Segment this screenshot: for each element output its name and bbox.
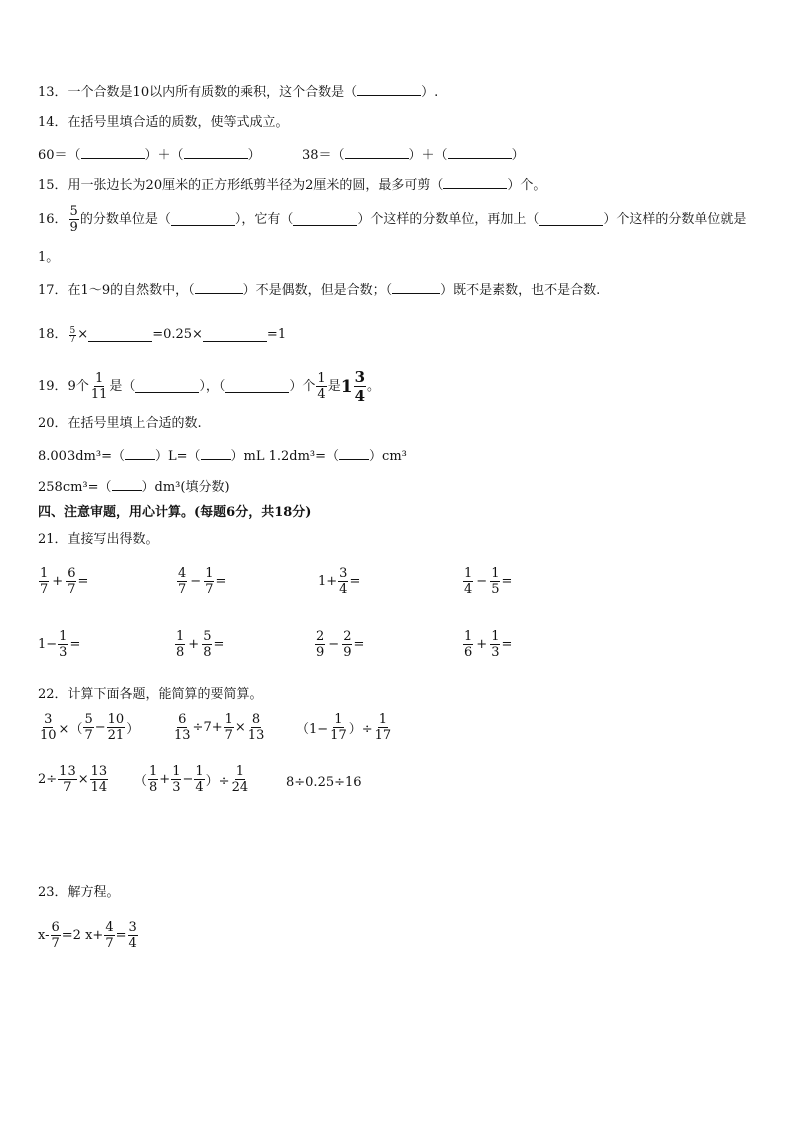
fraction: $\frac{1}{7}$ [40, 566, 49, 597]
fraction: $\frac{1}{8}$ [176, 629, 185, 660]
fraction: $\frac{1}{3}$ [172, 764, 181, 795]
question-20-line2: 258cm³=（ ）dm³(填分数) [38, 480, 230, 495]
fraction: $\frac{3}{10}$ [40, 712, 57, 743]
question-13: 13．一个合数是10以内所有质数的乘积，这个合数是（ ）. [38, 85, 439, 100]
question-14-eq2: 38＝（ ）＋（ ） [302, 148, 525, 163]
fraction: $\frac{5}{9}$ [69, 204, 78, 235]
fraction: $\frac{5}{8}$ [203, 629, 212, 660]
answer-blank[interactable] [345, 146, 409, 159]
fraction: $\frac{1}{7}$ [205, 566, 214, 597]
q22-expr-5: （ $\frac{1}{8}$ + $\frac{1}{3}$ − $\frac{1}{4}$ ）÷ $\frac{1}{24}$ [134, 764, 249, 795]
q21-item-6: $\frac{1}{8}$ + $\frac{5}{8}$ = [176, 629, 225, 660]
answer-blank[interactable] [195, 281, 243, 294]
question-19: 19．9个 $\frac{1}{11}$ 是（ ），（ ）个 $\frac{1}{4}$ 是 1 $\frac{3}{4}$ 。 [38, 368, 381, 405]
q22-expr-4: 2÷ $\frac{13}{7}$ × $\frac{13}{14}$ [38, 764, 108, 795]
fraction: $\frac{6}{13}$ [174, 712, 191, 743]
answer-blank[interactable] [112, 478, 142, 491]
question-15: 15．用一张边长为20厘米的正方形纸剪半径为2厘米的圆，最多可剪（ ）个。 [38, 178, 547, 193]
fraction: $\frac{3}{4}$ [354, 368, 365, 405]
fraction: $\frac{3}{4}$ [339, 566, 348, 597]
fraction: $\frac{4}{7}$ [178, 566, 187, 597]
answer-blank[interactable] [392, 281, 440, 294]
fraction: $\frac{13}{14}$ [90, 764, 108, 795]
answer-blank[interactable] [184, 146, 248, 159]
fraction: $\frac{6}{7}$ [67, 566, 76, 597]
fraction: $\frac{4}{7}$ [105, 920, 114, 951]
fraction: $\frac{1}{7}$ [224, 712, 233, 743]
fraction: $\frac{1}{24}$ [231, 764, 249, 795]
answer-blank[interactable] [225, 380, 289, 393]
question-23: 23．解方程。 [38, 885, 120, 900]
fraction: $\frac{2}{9}$ [343, 629, 352, 660]
fraction: $\frac{1}{4}$ [464, 566, 473, 597]
fraction: $\frac{10}{21}$ [107, 712, 125, 743]
section-heading: 四、注意审题，用心计算。(每题6分，共18分) [38, 505, 312, 520]
fraction: $\frac{1}{4}$ [317, 371, 326, 402]
fraction: $\frac{2}{9}$ [316, 629, 325, 660]
q22-expr-1: $\frac{3}{10}$ ×（ $\frac{5}{7}$ − $\frac{10}{21}$ ） [40, 712, 140, 743]
q21-item-2: $\frac{4}{7}$ − $\frac{1}{7}$ = [178, 566, 227, 597]
question-18: 18． $\frac{5}{7}$ × =0.25× =1 [38, 325, 287, 345]
answer-blank[interactable] [201, 447, 231, 460]
q22-expr-3: （1− $\frac{1}{17}$ ）÷ $\frac{1}{17}$ [296, 712, 392, 743]
q22-expr-6: 8÷0.25÷16 [286, 775, 362, 790]
answer-blank[interactable] [443, 176, 507, 189]
question-20: 20．在括号里填上合适的数. [38, 416, 202, 431]
answer-blank[interactable] [125, 447, 155, 460]
q21-item-8: $\frac{1}{6}$ + $\frac{1}{3}$ = [464, 629, 513, 660]
answer-blank[interactable] [81, 146, 145, 159]
q23-equation: x- $\frac{6}{7}$ =2 x+ $\frac{4}{7}$ = $\frac{3}{4}$ [38, 920, 137, 951]
q22-expr-2: $\frac{6}{13}$ ÷7+ $\frac{1}{7}$ × $\frac{8}{13}$ [174, 712, 265, 743]
fraction: $\frac{5}{7}$ [69, 325, 76, 345]
answer-blank[interactable] [203, 329, 267, 342]
fraction: $\frac{1}{11}$ [90, 371, 108, 402]
q21-item-7: $\frac{2}{9}$ − $\frac{2}{9}$ = [316, 629, 365, 660]
fraction: $\frac{13}{7}$ [59, 764, 76, 795]
fraction: $\frac{1}{4}$ [195, 764, 204, 795]
question-22: 22．计算下面各题，能简算的要简算。 [38, 687, 263, 702]
fraction: $\frac{8}{13}$ [247, 712, 265, 743]
answer-blank[interactable] [135, 380, 199, 393]
answer-blank[interactable] [293, 213, 357, 226]
fraction: $\frac{1}{3}$ [59, 629, 68, 660]
question-17: 17．在1～9的自然数中，（ ）不是偶数，但是合数；（ ）既不是素数，也不是合数. [38, 283, 601, 298]
question-20-line1: 8.003dm³=（ ）L=（ ）mL 1.2dm³=（ ）cm³ [38, 449, 407, 464]
question-21: 21．直接写出得数。 [38, 532, 159, 547]
fraction: $\frac{1}{6}$ [464, 629, 473, 660]
fraction: $\frac{1}{17}$ [374, 712, 392, 743]
answer-blank[interactable] [88, 329, 152, 342]
q21-item-5: 1− $\frac{1}{3}$ = [38, 629, 81, 660]
question-14-eq1: 60＝（ ）＋（ ） [38, 148, 261, 163]
question-16: 16． $\frac{5}{9}$ 的分数单位是（ ），它有（ ）个这样的分数单位，再加上（ ）个这样的分数单位就是 [38, 204, 747, 235]
answer-blank[interactable] [171, 213, 235, 226]
fraction: $\frac{1}{3}$ [491, 629, 500, 660]
answer-blank[interactable] [448, 146, 512, 159]
question-14: 14．在括号里填合适的质数，使等式成立。 [38, 115, 289, 130]
q21-item-4: $\frac{1}{4}$ − $\frac{1}{5}$ = [464, 566, 513, 597]
fraction: $\frac{6}{7}$ [51, 920, 60, 951]
fraction: $\frac{1}{17}$ [330, 712, 347, 743]
answer-blank[interactable] [357, 83, 421, 96]
fraction: $\frac{1}{5}$ [491, 566, 500, 597]
answer-blank[interactable] [339, 447, 369, 460]
fraction: $\frac{1}{8}$ [149, 764, 158, 795]
q21-item-1: $\frac{1}{7}$ + $\frac{6}{7}$ = [40, 566, 89, 597]
q21-item-3: 1+ $\frac{3}{4}$ = [318, 566, 361, 597]
question-16-wrap: 1。 [38, 250, 60, 265]
fraction: $\frac{5}{7}$ [84, 712, 93, 743]
answer-blank[interactable] [539, 213, 603, 226]
fraction: $\frac{3}{4}$ [128, 920, 137, 951]
